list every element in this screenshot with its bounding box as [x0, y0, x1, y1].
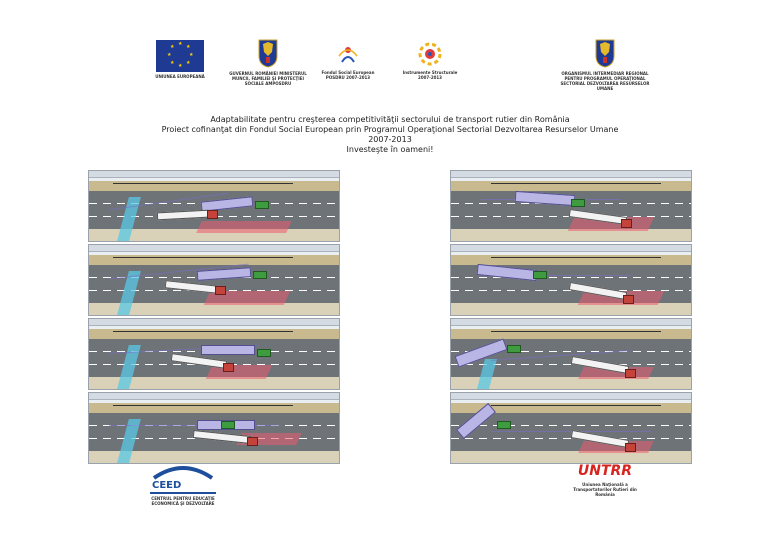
car-shape: [255, 201, 269, 209]
header-line-1: Adaptabilitate pentru creşterea competitivităţii sectorului de transport rutier din România: [210, 115, 570, 124]
car-shape: [533, 271, 547, 279]
oi-logo: [560, 38, 650, 91]
car-shape: [507, 345, 521, 353]
simulation-frame-left-3: [88, 318, 340, 390]
fse-caption: Fondul Social European POSDRU 2007-2013: [321, 70, 375, 80]
simulation-frame-left-4: [88, 392, 340, 464]
instrumente-caption: Instrumente Structurale 2007-2013: [402, 70, 458, 80]
gov-logo: [228, 38, 308, 86]
header-line-2: Proiect cofinanţat din Fondul Social European prin Programul Operaţional Sectorial Dezvoltarea Resurselor Umane: [161, 125, 619, 134]
simulation-frame-right-1: [450, 170, 692, 242]
project-header: [120, 115, 660, 155]
header-line-4: Investeşte în oameni!: [346, 145, 434, 154]
untrr-caption: Uniunea Naţională a Transportatorilor Rutieri din România: [573, 482, 637, 497]
eu-flag-icon: ★ ★ ★ ★ ★ ★ ★ ★: [156, 40, 204, 72]
simulation-frame-left-2: [88, 244, 340, 316]
eu-logo: [150, 40, 210, 79]
ceed-name: CEED: [152, 480, 182, 491]
ceed-arch-icon: [152, 464, 214, 480]
romania-crest-icon: [257, 38, 279, 68]
oi-crest-icon: [594, 38, 616, 68]
instrumente-logo: [400, 40, 460, 80]
car-shape: [497, 421, 511, 429]
ceed-caption: CENTRUL PENTRU EDUCAŢIE ECONOMICĂ ŞI DEZVOLTARE: [151, 496, 215, 506]
fse-logo: [318, 40, 378, 80]
header-line-3: 2007-2013: [368, 135, 412, 144]
simulation-frame-right-2: [450, 244, 692, 316]
gov-caption: GUVERNUL ROMÂNIEI MINISTERUL MUNCII, FAMILIEI ŞI PROTECŢIEI SOCIALE AMPOSDRU: [229, 71, 307, 86]
simulation-frame-right-3: [450, 318, 692, 390]
instrumente-structurale-icon: [412, 40, 448, 68]
simulation-frame-left-1: [88, 170, 340, 242]
simulation-frame-right-4: [450, 392, 692, 464]
eu-caption: UNIUNEA EUROPEANĂ: [155, 74, 205, 79]
untrr-name: UNTRR: [577, 463, 633, 479]
car-shape: [257, 349, 271, 357]
car-shape: [571, 199, 585, 207]
bus-shape: [201, 345, 255, 355]
oi-caption: ORGANISMUL INTERMEDIAR REGIONAL PENTRU PROGRAMUL OPERAŢIONAL SECTORIAL DEZVOLTAREA RESURSELOR UMANE: [560, 71, 650, 91]
ceed-logo: [148, 464, 218, 506]
fse-icon: [333, 40, 363, 68]
car-shape: [221, 421, 235, 429]
untrr-logo: [570, 462, 640, 497]
car-shape: [253, 271, 267, 279]
